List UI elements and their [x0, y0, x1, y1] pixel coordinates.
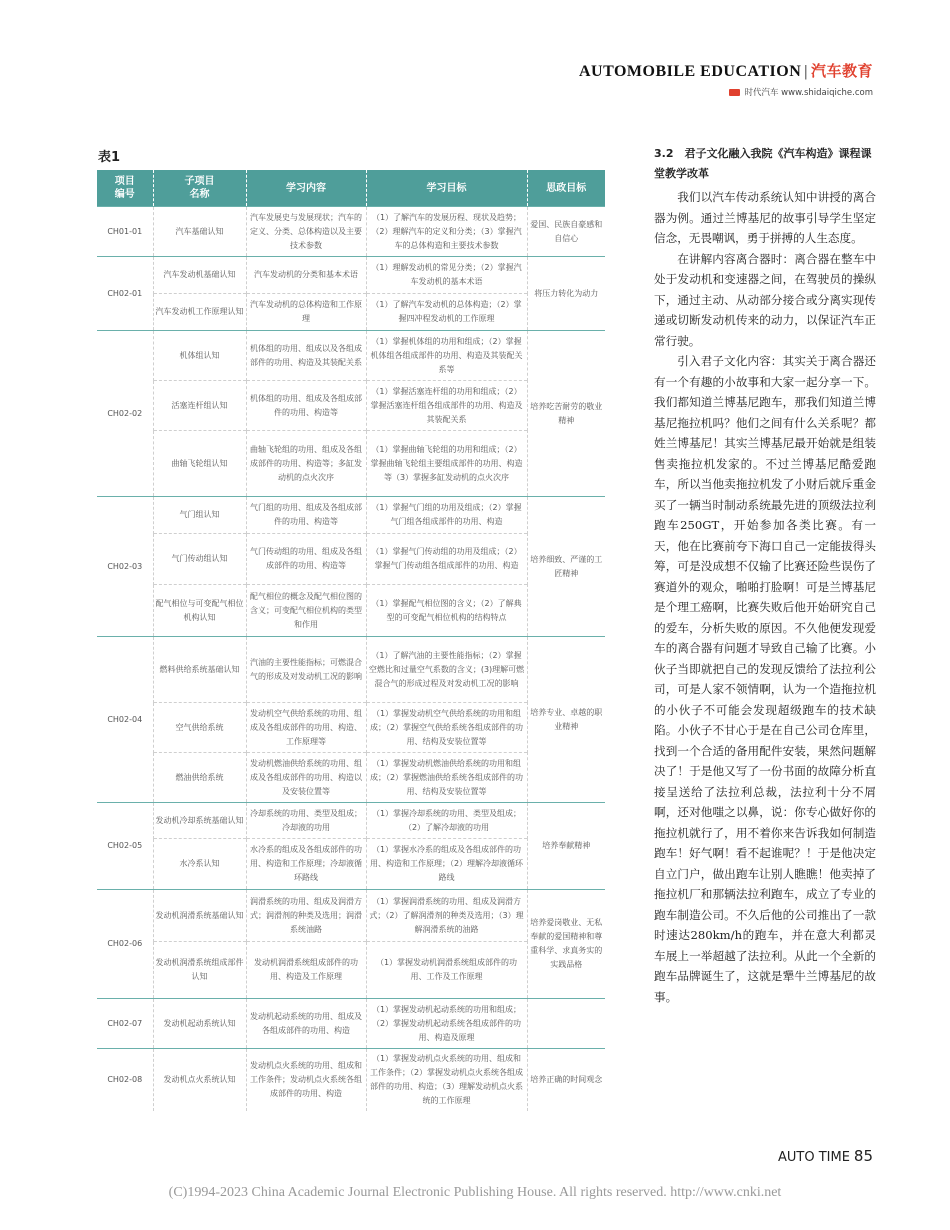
learning-goal: （1）了解汽油的主要性能指标；（2）掌握空燃比和过量空气系数的含义；(3)理解可燃混合气的形成过程及对发动机工况的影响	[366, 637, 527, 703]
subproject-name: 配气相位与可变配气相位机构认知	[153, 585, 246, 637]
table-header-row	[97, 170, 605, 207]
learning-goal: （1）掌握机体组的功用和组成；（2）掌握机体组各组成部件的功用、构造及其装配关系等	[366, 331, 527, 381]
learning-goal: （1）了解汽车发动机的总体构造；（2）掌握四冲程发动机的工作原理	[366, 294, 527, 331]
article-column	[654, 144, 876, 1007]
ideology-goal: 培养吃苦耐劳的敬业精神	[527, 331, 605, 497]
subproject-name: 曲轴飞轮组认知	[153, 431, 246, 497]
subproject-name: 发动机润滑系统组成部件认知	[153, 942, 246, 999]
header-url[interactable]: www.shidaiqiche.com	[781, 88, 873, 98]
table-row	[97, 890, 605, 942]
table-caption: 表1	[98, 150, 121, 165]
learning-goal: （1）掌握发动机空气供给系统的功用和组成；（2）掌握空气供给系统各组成部件的功用、结构及安装位置等	[366, 703, 527, 753]
subproject-name: 燃料供给系统基础认知	[153, 637, 246, 703]
ideology-goal: 培养奉献精神	[527, 803, 605, 890]
learning-content: 发动机燃油供给系统的功用、组成及各组成部件的功用、构造以及安装位置等	[246, 753, 366, 803]
project-code: CH02-04	[97, 637, 153, 803]
project-code: CH02-01	[97, 257, 153, 331]
learning-content: 发动机润滑系统组成部件的功用、构造及工作原理	[246, 942, 366, 999]
ideology-goal: 培养正确的时间观念	[527, 1049, 605, 1111]
table-row	[97, 257, 605, 294]
learning-goal: （1）掌握发动机燃油供给系统的功用和组成；（2）掌握燃油供给系统各组成部件的功用、结构及安装位置等	[366, 753, 527, 803]
learning-content: 汽车发动机的分类和基本术语	[246, 257, 366, 294]
learning-goal: （1）掌握配气相位图的含义；（2）了解典型的可变配气相位机构的结构特点	[366, 585, 527, 637]
ideology-goal	[527, 999, 605, 1049]
subproject-name: 汽车基础认知	[153, 207, 246, 257]
header-title-en: AUTOMOBILE EDUCATION	[578, 63, 802, 80]
project-code: CH02-08	[97, 1049, 153, 1111]
ideology-goal: 培养爱岗敬业、无私奉献的爱国精神和尊重科学、求真务实的实践品格	[527, 890, 605, 999]
project-code: CH02-02	[97, 331, 153, 497]
subproject-name: 发动机起动系统认知	[153, 999, 246, 1049]
table-row	[97, 803, 605, 839]
ideology-goal: 培养细致、严谨的工匠精神	[527, 497, 605, 637]
learning-content: 气门传动组的功用、组成及各组成部件的功用、构造等	[246, 534, 366, 585]
learning-content: 曲轴飞轮组的功用、组成及各组成部件的功用、构造等；多缸发动机的点火次序	[246, 431, 366, 497]
header-title-cn: 汽车教育	[810, 62, 873, 80]
table-row	[97, 1049, 605, 1111]
learning-content: 发动机起动系统的功用、组成及各组成部件的功用、构造	[246, 999, 366, 1049]
learning-goal: （1）掌握发动机润滑系统组成部件的功用、工作及工作原理	[366, 942, 527, 999]
table-row	[97, 331, 605, 381]
learning-content: 配气相位的概念及配气相位图的含义；可变配气相位机构的类型和作用	[246, 585, 366, 637]
ideology-goal: 爱国、民族自豪感和自信心	[527, 207, 605, 257]
header-title	[579, 60, 873, 81]
project-code: CH02-07	[97, 999, 153, 1049]
page-number: 85	[853, 1147, 873, 1165]
learning-goal: （1）掌握气门传动组的功用及组成；（2）掌握气门传动组各组成部件的功用、构造	[366, 534, 527, 585]
learning-goal: （1）掌握冷却系统的功用、类型及组成；（2）了解冷却液的功用	[366, 803, 527, 839]
learning-content: 汽车发展史与发展现状；汽车的定义、分类、总体构造以及主要技术参数	[246, 207, 366, 257]
header-sub-cn: 时代汽车	[744, 88, 779, 98]
learning-goal: （1）掌握发动机起动系统的功用和组成；（2）掌握发动机起动系统各组成部件的功用、构造及原理	[366, 999, 527, 1049]
header-ideology: 思政目标	[527, 170, 605, 207]
subproject-name: 发动机点火系统认知	[153, 1049, 246, 1111]
mail-icon	[729, 89, 740, 96]
learning-content: 冷却系统的功用、类型及组成；冷却液的功用	[246, 803, 366, 839]
article-paragraph: 引入君子文化内容：其实关于离合器还有一个有趣的小故事和大家一起分享一下。我们都知道兰博基尼跑车，那我们知道兰博基尼拖拉机吗？他们之间有什么关系呢？都姓兰博基尼！其实兰博基尼最开始就是组装售卖拖拉机发家的。不过兰博基尼酷爱跑车，所以当他卖拖拉机发了小财后就斥重金买了一辆当时制动系统最先进的顶级法拉利跑车250GT，开始参加各类比赛。有一天，他在比赛前夸下海口自己一定能拔得头筹，可是没成想不仅输了比赛还险些误伤了赛道外的观众，啪啪打脸啊！可是兰博基尼是个理工癌啊，比赛失败后他开始研究自己的爱车，分析失败的原因。不久他便发现爱车的离合器有问题才导致自己输了比赛。小伙子当即就把自己的发现反馈给了法拉利公司，可是人家不领情啊，认为一个造拖拉机的小伙子不可能会发现超级跑车的技术缺陷。小伙子不甘心于是在自己公司仓库里，找到一个合适的备用配件安装，果然问题解决了！于是他又写了一份书面的故障分析直接呈送给了法拉利总裁，法拉利十分不屑啊，还对他嗤之以鼻，说：你专心做好你的拖拉机就行了，用不着你来告诉我如何制造跑车！好气啊！看不起谁呢？！于是他决定自立门户，做出跑车让别人瞧瞧！他卖掉了拖拉机厂和那辆法拉利跑车，成立了专业的跑车制造公司。不久后他的公司推出了一款时速达280km/h的跑车，并在意大利都灵车展上一举超越了法拉利。从此一个全新的跑车品牌诞生了，这就是犟牛兰博基尼的故事。	[654, 354, 876, 1004]
learning-goal: （1）掌握活塞连杆组的功用和组成；（2）掌握活塞连杆组各组成部件的功用、构造及其装配关系	[366, 381, 527, 431]
learning-content: 汽车发动机的总体构造和工作原理	[246, 294, 366, 331]
project-code: CH02-03	[97, 497, 153, 637]
subproject-name: 燃油供给系统	[153, 753, 246, 803]
header-separator: |	[804, 63, 808, 80]
learning-goal: （1）了解汽车的发展历程、现状及趋势；（2）理解汽车的定义和分类；（3）掌握汽车的总体构造和主要技术参数	[366, 207, 527, 257]
table-row	[97, 637, 605, 703]
page-footer	[778, 1147, 873, 1165]
header-content: 学习内容	[246, 170, 366, 207]
article-paragraph: 在讲解内容离合器时：离合器在整车中处于发动机和变速器之间，在驾驶员的操纵下，通过主动、从动部分接合或分离实现传递或切断发动机传来的动力，以保证汽车正常行驶。	[654, 251, 876, 348]
header-goal: 学习目标	[366, 170, 527, 207]
project-code: CH02-05	[97, 803, 153, 890]
subproject-name: 发动机润滑系统基础认知	[153, 890, 246, 942]
ideology-goal: 培养专业、卓越的职业精神	[527, 637, 605, 803]
subproject-name: 汽车发动机基础认知	[153, 257, 246, 294]
course-table	[97, 170, 605, 1111]
header-subtitle	[579, 86, 873, 98]
article-paragraph: 我们以汽车传动系统认知中讲授的离合器为例。通过兰博基尼的故事引导学生坚定信念，无畏嘲讽，勇于拼搏的人生态度。	[654, 190, 876, 245]
subproject-name: 水冷系认知	[153, 839, 246, 890]
subproject-name: 机体组认知	[153, 331, 246, 381]
subproject-name: 发动机冷却系统基础认知	[153, 803, 246, 839]
project-code: CH02-06	[97, 890, 153, 999]
learning-goal: （1）掌握气门组的功用及组成；（2）掌握气门组各组成部件的功用、构造	[366, 497, 527, 534]
learning-content: 机体组的功用、组成以及各组成部件的功用、构造及其装配关系	[246, 331, 366, 381]
learning-content: 水冷系的组成及各组成部件的功用、构造和工作原理；冷却液循环路线	[246, 839, 366, 890]
section-heading: 3.2 君子文化融入我院《汽车构造》课程课堂教学改革	[654, 147, 872, 180]
copyright-notice: (C)1994-2023 China Academic Journal Electronic Publishing House. All rights reserved. http://www.cnki.net	[168, 1185, 782, 1200]
learning-content: 发动机点火系统的功用、组成和工作条件；发动机点火系统各组成部件的功用、构造	[246, 1049, 366, 1111]
project-code: CH01-01	[97, 207, 153, 257]
subproject-name: 汽车发动机工作原理认知	[153, 294, 246, 331]
journal-name: AUTO TIME	[777, 1150, 850, 1165]
header-name: 子项目 名称	[153, 170, 246, 207]
learning-goal: （1）掌握润滑系统的功用、组成及润滑方式；（2）了解润滑剂的种类及选用；（3）理解润滑系统的油路	[366, 890, 527, 942]
subproject-name: 空气供给系统	[153, 703, 246, 753]
subproject-name: 气门组认知	[153, 497, 246, 534]
learning-content: 润滑系统的功用、组成及润滑方式；润滑剂的种类及选用；润滑系统油路	[246, 890, 366, 942]
learning-goal: （1）理解发动机的常见分类；（2）掌握汽车发动机的基本术语	[366, 257, 527, 294]
table-row	[97, 999, 605, 1049]
learning-goal: （1）掌握发动机点火系统的功用、组成和工作条件；（2）掌握发动机点火系统各组成部件的功用、构造；（3）理解发动机点火系统的工作原理	[366, 1049, 527, 1111]
learning-goal: （1）掌握水冷系的组成及各组成部件的功用、构造和工作原理；（2）理解冷却液循环路线	[366, 839, 527, 890]
learning-goal: （1）掌握曲轴飞轮组的功用和组成；（2）掌握曲轴飞轮组主要组成部件的功用、构造等（3）掌握多缸发动机的点火次序	[366, 431, 527, 497]
subproject-name: 活塞连杆组认知	[153, 381, 246, 431]
table-row	[97, 497, 605, 534]
learning-content: 气门组的功用、组成及各组成部件的功用、构造等	[246, 497, 366, 534]
page-header	[579, 60, 873, 98]
learning-content: 发动机空气供给系统的功用、组成及各组成部件的功用、构造、工作原理等	[246, 703, 366, 753]
learning-content: 汽油的主要性能指标；可燃混合气的形成及对发动机工况的影响	[246, 637, 366, 703]
subproject-name: 气门传动组认知	[153, 534, 246, 585]
header-code: 项目 编号	[97, 170, 153, 207]
table-row	[97, 207, 605, 257]
ideology-goal: 将压力转化为动力	[527, 257, 605, 331]
learning-content: 机体组的功用、组成及各组成部件的功用、构造等	[246, 381, 366, 431]
